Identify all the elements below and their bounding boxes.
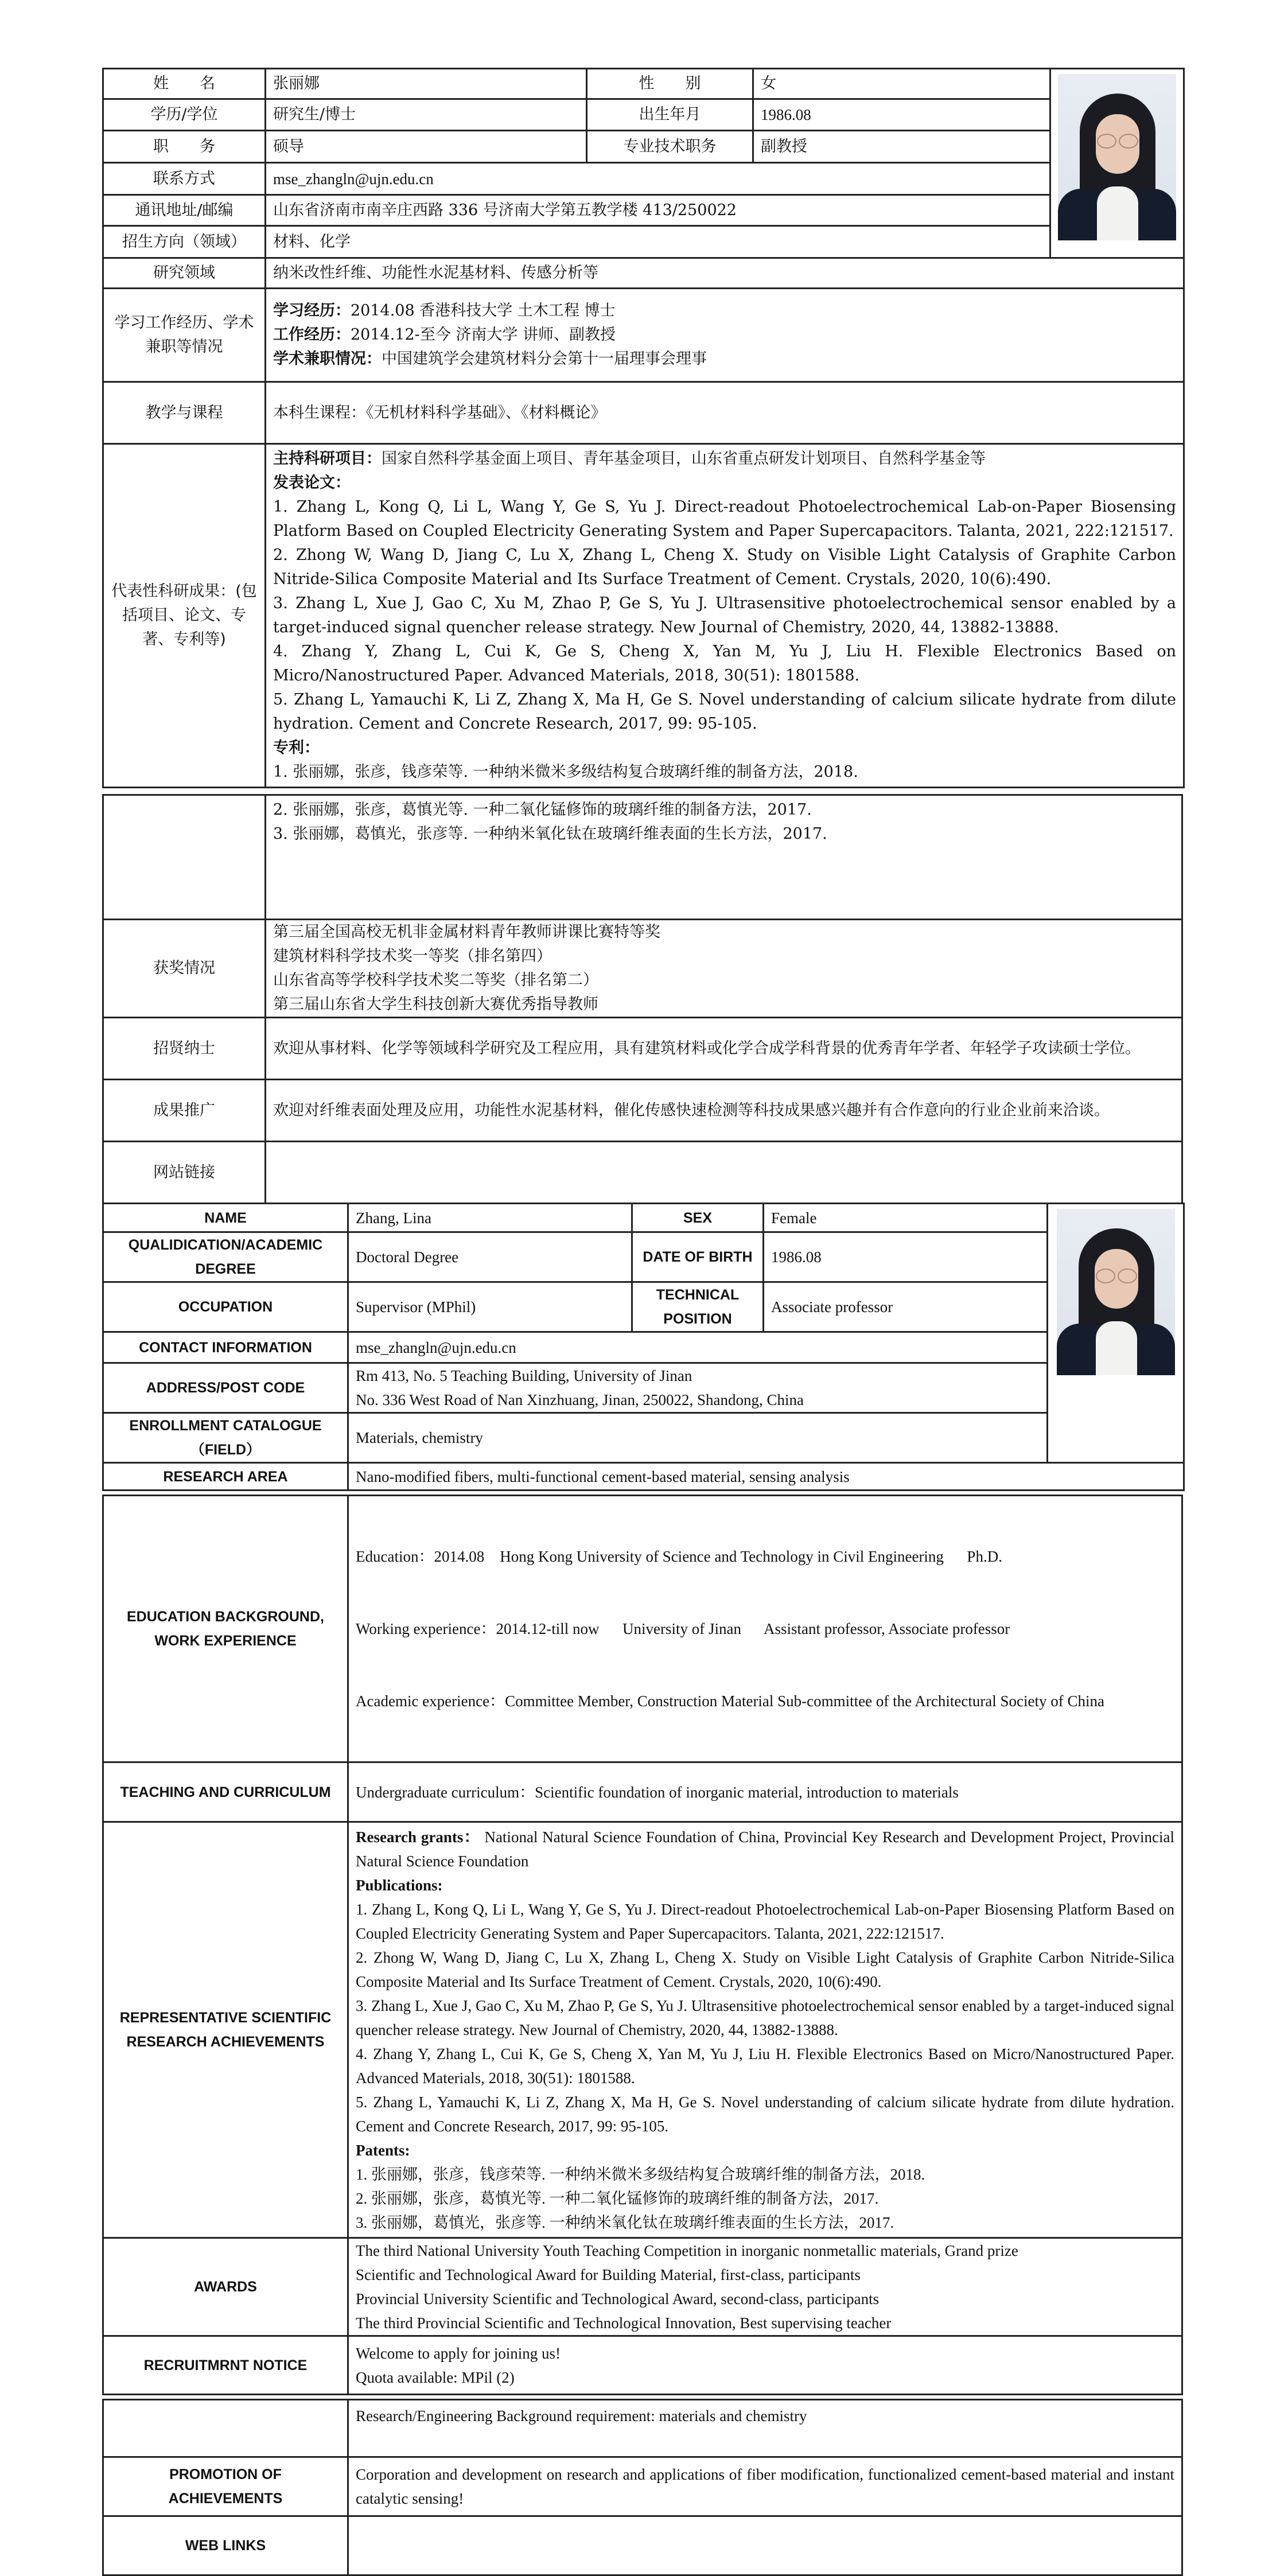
cn-title-value: 副教授 [753,131,1050,163]
cn-papers-heading: 发表论文： [273,474,351,492]
cn-paper-item: 2. Zhong W, Wang D, Jiang C, Lu X, Zhang L, Cheng X. Study on Visible Light Catalysis of Graphite Carbon Nitride-Silica Composite Material and Its Surface Treatment of Cement. Crystals, 2020, 10(6):490. [273,546,1176,588]
en-paper-item: 5. Zhang L, Yamauchi K, Li Z, Zhang X, Ma H, Ge S. Novel understanding of calcium silicate hydrate from dilute hydration. Cement and Concrete Research, 2017, 99: 95-105. [356,2094,1174,2135]
cn-patent-item: 1. 张丽娜，张彦，钱彦荣等. 一种纳米微米多级结构复合玻璃纤维的制备方法，2018. [273,763,858,781]
cn-experience-item: 工作经历：2014.12-至今 济南大学 讲师、副教授 [273,326,616,344]
en-patents-heading: Patents: [356,2142,410,2159]
en-recruit-line: Quota available: MPil (2) [356,2368,515,2386]
cn-teaching-value: 本科生课程：《无机材料科学基础》、《材料概论》 [266,382,1184,444]
cn-paper-item: 3. Zhang L, Xue J, Gao C, Xu M, Zhao P, Ge S, Yu J. Ultrasensitive photoelectrochemical sensor enabled by a target-induced signal quencher release strategy. New Journal of Chemistry, 2020, 44, 13882-13888. [273,594,1176,636]
cn-achievements-label: 代表性科研成果：(包括项目、论文、专著、专利等) [103,444,266,788]
cn-row-teaching [103,382,1184,444]
en-photo-cell [1048,1204,1184,1463]
en-paper-item: 4. Zhang Y, Zhang L, Cui K, Ge S, Cheng X, Yan M, Yu J, Liu H. Flexible Electronics Based on Micro/Nanostructured Paper. Advanced Materials, 2018, 30(51): 1801588. [356,2045,1174,2087]
en-patent-item: 2. 张丽娜，张彦，葛慎光等. 一种二氧化锰修饰的玻璃纤维的制备方法，2017. [356,2190,879,2207]
cn-teaching-label: 教学与课程 [103,382,266,444]
en-paper-item: 3. Zhang L, Xue J, Gao C, Xu M, Zhao P, Ge S, Yu J. Ultrasensitive photoelectrochemical sensor enabled by a target-induced signal quencher release strategy. New Journal of Chemistry, 2020, 44, 13882-13888. [356,1997,1174,2038]
cn-experience-label: 学习工作经历、学术兼职等情况 [103,289,266,382]
en-address-line: No. 336 West Road of Nan Xinzhuang, Jinan, 250022, Shandong, China [356,1391,804,1408]
en-experience-item: Academic experience：Committee Member, Construction Material Sub-committee of the Architectural Society of China [356,1692,1105,1710]
en-row-awards [103,2238,1182,2336]
en-row-recruit-cont [103,2400,1182,2457]
cn-patent-item: 2. 张丽娜，张彦，葛慎光等. 一种二氧化锰修饰的玻璃纤维的制备方法，2017. [273,801,812,819]
en-row-research [103,1463,1184,1491]
cn-name-label: 姓 名 [103,69,266,99]
cn-web-label: 网站链接 [103,1142,266,1204]
cn-patents-cont [266,795,1182,920]
cn-awards-list [266,920,1182,1018]
en-row-promotion [103,2457,1182,2516]
en-web-links[interactable] [348,2516,1182,2575]
en-sex-label: SEX [632,1204,764,1232]
cn-row-name [103,69,1184,99]
cn-job-label: 职 务 [103,131,266,163]
en-paper-item: 1. Zhang L, Kong Q, Li L, Wang Y, Ge S, Yu J. Direct-readout Photoelectrochemical Lab-on-Paper Biosensing Platform Based on Coupled Electricity Generating System and Paper Supercapacitors. Talanta, 2021, 222:121517. [356,1901,1174,1942]
cn-enroll-label: 招生方向（领域） [103,226,266,258]
en-address-line: Rm 413, No. 5 Teaching Building, University of Jinan [356,1367,692,1384]
en-research-value: Nano-modified fibers, multi-functional cement-based material, sensing analysis [348,1463,1184,1491]
cn-experience-list [266,289,1184,382]
en-row-experience [103,1496,1182,1762]
cn-sex-label: 性 别 [587,69,753,99]
en-row-teaching [103,1762,1182,1822]
cn-degree-value: 研究生/博士 [266,99,587,131]
cn-promotion-label: 成果推广 [103,1080,266,1142]
cn-grants: 主持科研项目：国家自然科学基金面上项目、青年基金项目，山东省重点研发计划项目、自然科学基金等 [273,450,986,468]
portrait-photo-icon [1058,74,1176,240]
cn-address-value: 山东省济南市南辛庄西路 336 号济南大学第五教学楼 413/250022 [266,195,1050,226]
en-contact-label: CONTACT INFORMATION [103,1332,348,1363]
cn-award-item: 第三届全国高校无机非金属材料青年教师讲课比赛特等奖 [273,923,660,941]
cn-experience-item: 学习经历：2014.08 香港科技大学 土木工程 博士 [273,302,616,320]
en-row-address [103,1363,1184,1413]
en-experience-item: Education：2014.08 Hong Kong University of Science and Technology in Civil Engineering Ph.D. [356,1548,1002,1565]
cn-birth-label: 出生年月 [587,99,753,131]
en-recruit-requirement: Research/Engineering Background requirement: materials and chemistry [348,2400,1182,2457]
en-web-label: WEB LINKS [103,2516,348,2575]
en-row-recruit [103,2336,1182,2395]
cn-recruit-value: 欢迎从事材料、化学等领域科学研究及工程应用，具有建筑材料或化学合成学科背景的优秀青年学者、年轻学子攻读硕士学位。 [266,1018,1182,1080]
en-award-item: The third Provincial Scientific and Technological Innovation, Best supervising teacher [356,2314,892,2332]
cn-experience-item: 学术兼职情况：中国建筑学会建筑材料分会第十一届理事会理事 [273,350,707,368]
en-title-label: TECHNICAL POSITION [632,1282,764,1332]
en-award-item: The third National University Youth Teaching Competition in inorganic nonmetallic materials, Grand prize [356,2242,1018,2259]
en-profile-table-continued [102,1495,1183,2395]
en-award-item: Scientific and Technological Award for Building Material, first-class, participants [356,2266,861,2283]
en-paper-item: 2. Zhong W, Wang D, Jiang C, Lu X, Zhang L, Cheng X. Study on Visible Light Catalysis of Graphite Carbon Nitride-Silica Composite Material and Its Surface Treatment of Cement. Crystals, 2020, 10(6):490. [356,1949,1174,1990]
en-row-achievements [103,1822,1182,2238]
en-experience-list [348,1496,1182,1762]
en-row-contact [103,1332,1184,1363]
cn-row-recruit [103,1018,1182,1080]
cn-paper-item: 4. Zhang Y, Zhang L, Cui K, Ge S, Cheng X, Yan M, Yu J, Liu H. Flexible Electronics Based on Micro/Nanostructured Paper. Advanced Materials, 2018, 30(51): 1801588. [273,643,1176,684]
cn-row-achievements [103,444,1184,788]
cn-job-value: 硕导 [266,131,587,163]
cn-paper-item: 5. Zhang L, Yamauchi K, Li Z, Zhang X, Ma H, Ge S. Novel understanding of calcium silicate hydrate from dilute hydration. Cement and Concrete Research, 2017, 99: 95-105. [273,691,1176,733]
cn-row-address [103,195,1184,226]
en-row-web [103,2516,1182,2575]
cn-award-item: 第三届山东省大学生科技创新大赛优秀指导教师 [273,995,598,1013]
en-sex-value: Female [764,1204,1048,1232]
cn-sex-value: 女 [753,69,1050,99]
en-row-occupation [103,1282,1184,1332]
cn-promotion-value: 欢迎对纤维表面处理及应用，功能性水泥基材料，催化传感快速检测等科技成果感兴趣并有合作意向的行业企业前来洽谈。 [266,1080,1182,1142]
cn-row-enroll [103,226,1184,258]
en-awards-label: AWARDS [103,2238,348,2336]
cn-row-job [103,131,1184,163]
cn-row-experience [103,289,1184,382]
cn-degree-label: 学历/学位 [103,99,266,131]
en-row-name [103,1204,1184,1232]
en-promotion-value: Corporation and development on research and applications of fiber modification, functionalized cement-based material and instant catalytic sensing! [348,2457,1182,2516]
en-patent-item: 3. 张丽娜，葛慎光，张彦等. 一种纳米氧化钛在玻璃纤维表面的生长方法，2017. [356,2214,894,2231]
en-enroll-label: ENROLLMENT CATALOGUE（FIELD） [103,1413,348,1463]
cn-birth-value: 1986.08 [753,99,1050,131]
cn-profile-section [102,68,1183,2576]
en-experience-item: Working experience：2014.12-till now University of Jinan Assistant professor, Associate professor [356,1620,1010,1637]
cn-achievements-body [266,444,1184,788]
en-name-label: NAME [103,1204,348,1232]
cn-award-item: 建筑材料科学技术奖一等奖（排名第四） [273,947,552,965]
cn-row-awards [103,920,1182,1018]
en-research-label: RESEARCH AREA [103,1463,348,1491]
en-title-value: Associate professor [764,1282,1048,1332]
cn-paper-item: 1. Zhang L, Kong Q, Li L, Wang Y, Ge S, Yu J. Direct-readout Photoelectrochemical Lab-on-Paper Biosensing Platform Based on Coupled Electricity Generating System and Paper Supercapacitors. Talanta, 2021, 222:121517. [273,498,1176,540]
en-job-label: OCCUPATION [103,1282,348,1332]
en-degree-value: Doctoral Degree [348,1232,632,1282]
en-teaching-value: Undergraduate curriculum：Scientific foundation of inorganic material, introduction to materials [348,1762,1182,1822]
cn-research-value: 纳米改性纤维、功能性水泥基材料、传感分析等 [266,258,1184,289]
cn-row-contact [103,163,1184,195]
en-patent-item: 1. 张丽娜，张彦，钱彦荣等. 一种纳米微米多级结构复合玻璃纤维的制备方法，2018. [356,2166,925,2183]
en-profile-table-final [102,2399,1183,2576]
cn-name-value: 张丽娜 [266,69,587,99]
cn-web-links[interactable] [266,1142,1182,1204]
en-experience-label: EDUCATION BACKGROUND, WORK EXPERIENCE [103,1496,348,1762]
portrait-photo-icon [1057,1209,1175,1375]
en-papers-heading: Publications: [356,1877,443,1894]
en-awards-list [348,2238,1182,2336]
cn-row-promotion [103,1080,1182,1142]
en-address-value [348,1363,1048,1413]
cn-photo-cell [1050,69,1184,258]
en-degree-label: QUALIDICATION/ACADEMIC DEGREE [103,1232,348,1282]
en-name-value: Zhang, Lina [348,1204,632,1232]
cn-title-label: 专业技术职务 [587,131,753,163]
en-job-value: Supervisor (MPhil) [348,1282,632,1332]
cn-row-web [103,1142,1182,1204]
en-recruit-list [348,2336,1182,2395]
en-recruit-label: RECRUITMRNT NOTICE [103,2336,348,2395]
en-contact-email[interactable]: mse_zhangln@ujn.edu.cn [348,1332,1048,1363]
cn-contact-email[interactable]: mse_zhangln@ujn.edu.cn [266,163,1050,195]
en-birth-value: 1986.08 [764,1232,1048,1282]
en-award-item: Provincial University Scientific and Technological Award, second-class, participants [356,2290,880,2307]
cn-row-patents-cont [103,795,1182,920]
en-grants: Research grants： National Natural Science Foundation of China, Provincial Key Research and Development Project, Provincial Natural Science Foundation [356,1828,1175,1870]
en-teaching-label: TEACHING AND CURRICULUM [103,1762,348,1822]
cn-row-research [103,258,1184,289]
cn-profile-table-continued [102,794,1183,1204]
en-profile-table [102,1203,1185,1491]
en-achievements-body [348,1822,1182,2238]
cn-row-degree [103,99,1184,131]
en-birth-label: DATE OF BIRTH [632,1232,764,1282]
cn-awards-label: 获奖情况 [103,920,266,1018]
en-promotion-label: PROMOTION OF ACHIEVEMENTS [103,2457,348,2516]
cn-patents-heading: 专利： [273,739,320,757]
cn-patent-item: 3. 张丽娜，葛慎光，张彦等. 一种纳米氧化钛在玻璃纤维表面的生长方法，2017. [273,825,827,843]
en-address-label: ADDRESS/POST CODE [103,1363,348,1413]
en-enroll-value: Materials, chemistry [348,1413,1048,1463]
cn-award-item: 山东省高等学校科学技术奖二等奖（排名第二） [273,971,598,989]
en-achievements-label: REPRESENTATIVE SCIENTIFIC RESEARCH ACHIEVEMENTS [103,1822,348,2238]
cn-profile-table [102,68,1185,788]
cn-enroll-value: 材料、化学 [266,226,1050,258]
en-recruit-line: Welcome to apply for joining us! [356,2344,561,2362]
cn-research-label: 研究领域 [103,258,266,289]
en-row-degree [103,1232,1184,1282]
cn-address-label: 通讯地址/邮编 [103,195,266,226]
cn-contact-label: 联系方式 [103,163,266,195]
cn-recruit-label: 招贤纳士 [103,1018,266,1080]
en-row-enroll [103,1413,1184,1463]
